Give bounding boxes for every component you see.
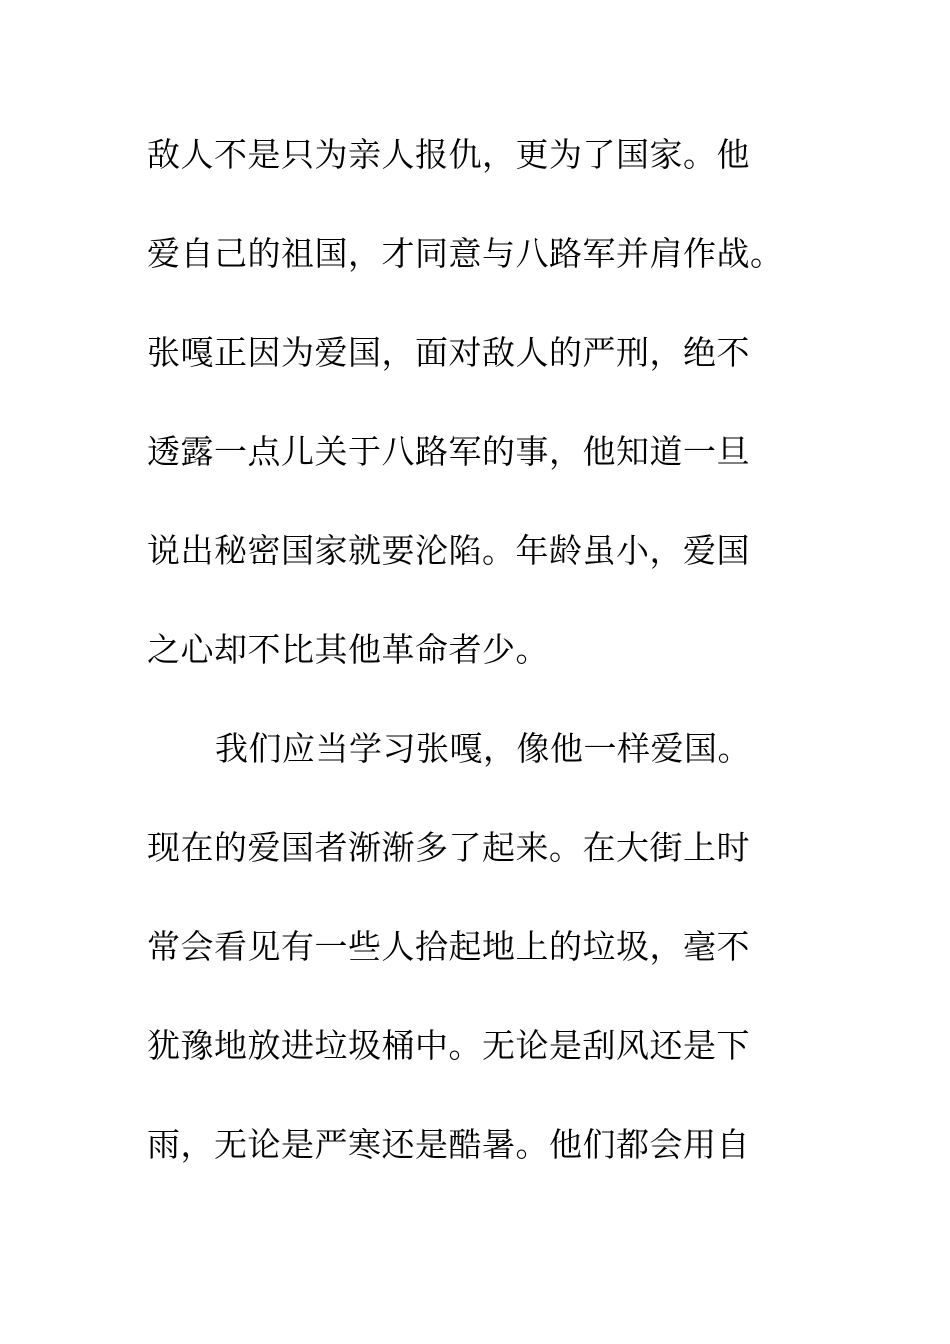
- text-line-3: 张嘎正因为爱国，面对敌人的严刑，绝不: [147, 333, 750, 372]
- text-line-9: 常会看见有一些人拾起地上的垃圾，毫不: [147, 927, 750, 966]
- text-line-4: 透露一点儿关于八路军的事，他知道一旦: [147, 432, 750, 471]
- paragraph-start-line: 我们应当学习张嘎，像他一样爱国。: [215, 729, 751, 768]
- text-line-10: 犹豫地放进垃圾桶中。无论是刮风还是下: [147, 1026, 750, 1065]
- text-line-5: 说出秘密国家就要沦陷。年龄虽小，爱国: [147, 531, 750, 570]
- text-line-1: 敌人不是只为亲人报仇，更为了国家。他: [147, 135, 750, 174]
- text-line-2: 爱自己的祖国，才同意与八路军并肩作战。: [147, 234, 784, 273]
- text-line-6: 之心却不比其他革命者少。: [147, 630, 549, 669]
- text-line-11: 雨，无论是严寒还是酷暑。他们都会用自: [147, 1125, 750, 1164]
- text-line-8: 现在的爱国者渐渐多了起来。在大街上时: [147, 828, 750, 867]
